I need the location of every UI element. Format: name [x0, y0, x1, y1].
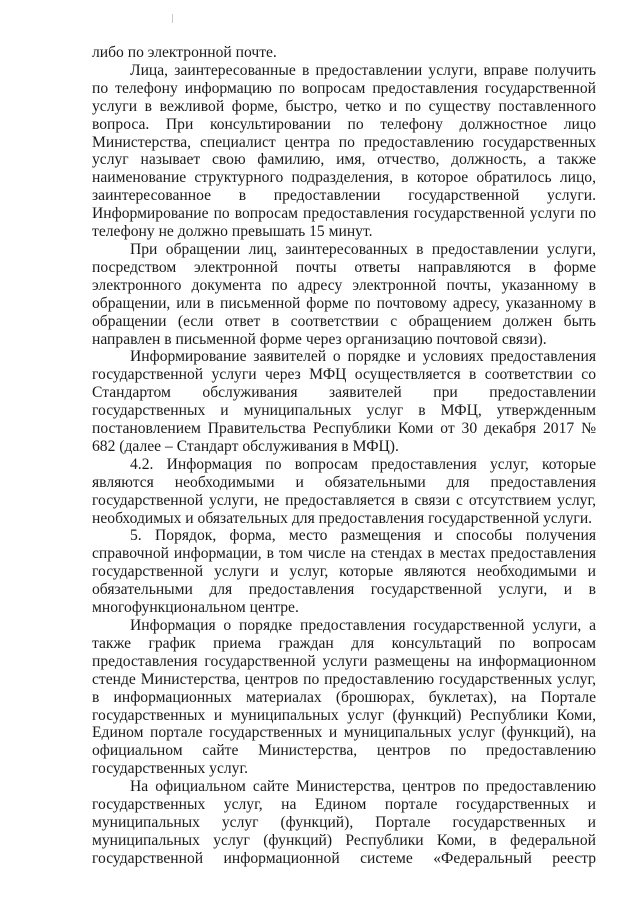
paragraph-info-placement: Информация о порядке предоставления государственной услуги, а также график приема граждан для консультаций по вопросам предоставления государственной услуги размещены на информационном стенде Министерства, центров по предоставлению государственных услуг, в информационных материалах (брошюрах, буклетах), на Портале государственных и муниципальных услуг (функций) Республики Коми, Едином портале государственных и муниципальных услуг (функций), на официальном сайте Министерства, центров по предоставлению государственных услуг.	[92, 617, 596, 778]
scan-mark	[172, 14, 173, 23]
paragraph-section-4-2: 4.2. Информация по вопросам предоставления услуг, которые являются необходимыми и обязательными для предоставления государственной услуги, не предоставляется в связи с отсутствием услуг, необходимых и обязательных для предоставления государственной услуги.	[92, 455, 596, 527]
paragraph-continuation: либо по электронной почте.	[92, 44, 277, 61]
paragraph-official-website: На официальном сайте Министерства, центров по предоставлению государственных услуг, на Едином портале государственных и муниципальных услуг (функций), Портале государственных и муниципальных услуг (функций) Республики Коми, в федеральной государственной информационной системе «Федеральный реестр	[92, 778, 596, 867]
paragraph-section-5-heading: 5. Порядок, форма, место размещения и способы получения справочной информации, в том числе на стендах в местах предоставления государственной услуги и услуг, которые являются необходимыми и обязательными для предоставления государственной услуги, и в многофункциональном центре.	[92, 527, 596, 617]
paragraph-mfc-informing: Информирование заявителей о порядке и условиях предоставления государственной услуги через МФЦ осуществляется в соответствии со Стандартом обслуживания заявителей при предоставлении государственных и муниципальных услуг в МФЦ, утвержденным постановлением Правительства Республики Коми от 30 декабря 2017 № 682 (далее – Стандарт обслуживания в МФЦ).	[92, 348, 596, 455]
paragraph-phone-consultation: Лица, заинтересованные в предоставлении услуги, вправе получить по телефону информацию по вопросам предоставления государственной услуги в вежливой форме, быстро, четко и по существу поставленного вопроса. При консультировании по телефону должностное лицо Министерства, специалист центра по предоставлению государственных услуг называет свою фамилию, имя, отчество, должность, а также наименование структурного подразделения, в которое обратилось лицо, заинтересованное в предоставлении государственной услуги. Информирование по вопросам предоставления государственной услуги по телефону не должно превышать 15 минут.	[92, 61, 596, 241]
paragraph-email-requests: При обращении лиц, заинтересованных в предоставлении услуги, посредством электронной почты ответы направляются в форме электронного документа по адресу электронной почты, указанному в обращении, или в письменной форме по почтовому адресу, указанному в обращении (если ответ в соответствии с обращением должен быть направлен в письменной форме через организацию почтовой связи).	[92, 240, 596, 348]
